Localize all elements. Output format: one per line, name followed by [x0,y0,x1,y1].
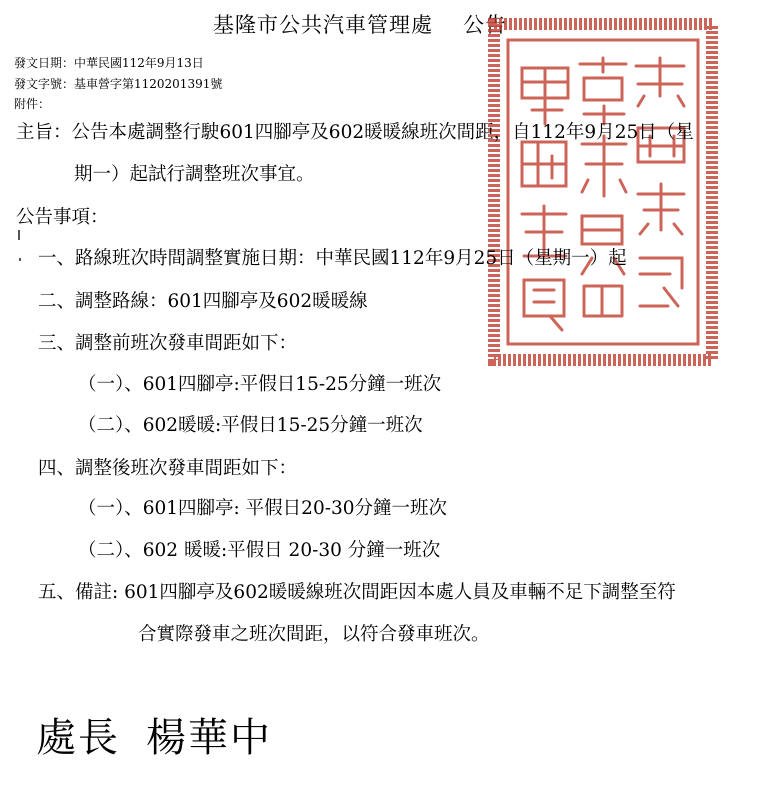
notice-item-4-sub-1: （一）、601四腳亭: 平假日20-30分鐘一班次 [78,498,448,519]
subject-line-1: 主旨：公告本處調整行駛601四腳亭及602暖暖線班次間距，自112年9月25日（星 [16,122,694,143]
page-title [213,9,507,39]
signature-block [36,706,272,763]
attachment-label: 附件： [14,97,51,111]
scan-mark [18,230,20,240]
notice-item-2: 二、調整路線：601四腳亭及602暖暖線 [38,291,368,312]
notice-item-5-line-1: 五、備註: 601四腳亭及602暖暖線班次間距因本處人員及車輛不足下調整至符 [38,582,676,603]
notice-item-3: 三、調整前班次發車間距如下： [38,333,298,354]
reference-number: 發文字號：基車營字第1120201391號 [14,77,223,91]
notice-item-5-line-2: 合實際發車之班次間距，以符合發車班次。 [138,624,490,645]
scan-mark [19,258,21,261]
official-seal [488,18,718,366]
notices-heading: 公告事項： [16,207,109,228]
signature-name: 楊華中 [146,715,272,761]
document-type: 公告 [463,13,507,37]
notice-item-1: 一、路線班次時間調整實施日期：中華民國112年9月25日（星期一）起 [38,248,627,269]
notice-item-4-sub-2: （二）、602 暖暖:平假日 20-30 分鐘一班次 [78,540,441,561]
notice-item-3-sub-2: （二）、602暖暖:平假日15-25分鐘一班次 [78,415,423,436]
subject-line-2: 期一）起試行調整班次事宜。 [74,164,315,185]
notice-item-3-sub-1: （一）、601四腳亭:平假日15-25分鐘一班次 [78,374,442,395]
signature-title: 處長 [36,715,120,761]
notice-item-4: 四、調整後班次發車間距如下： [38,458,298,479]
agency-name: 基隆市公共汽車管理處 [213,13,433,37]
issue-date: 發文日期：中華民國112年9月13日 [14,56,204,70]
